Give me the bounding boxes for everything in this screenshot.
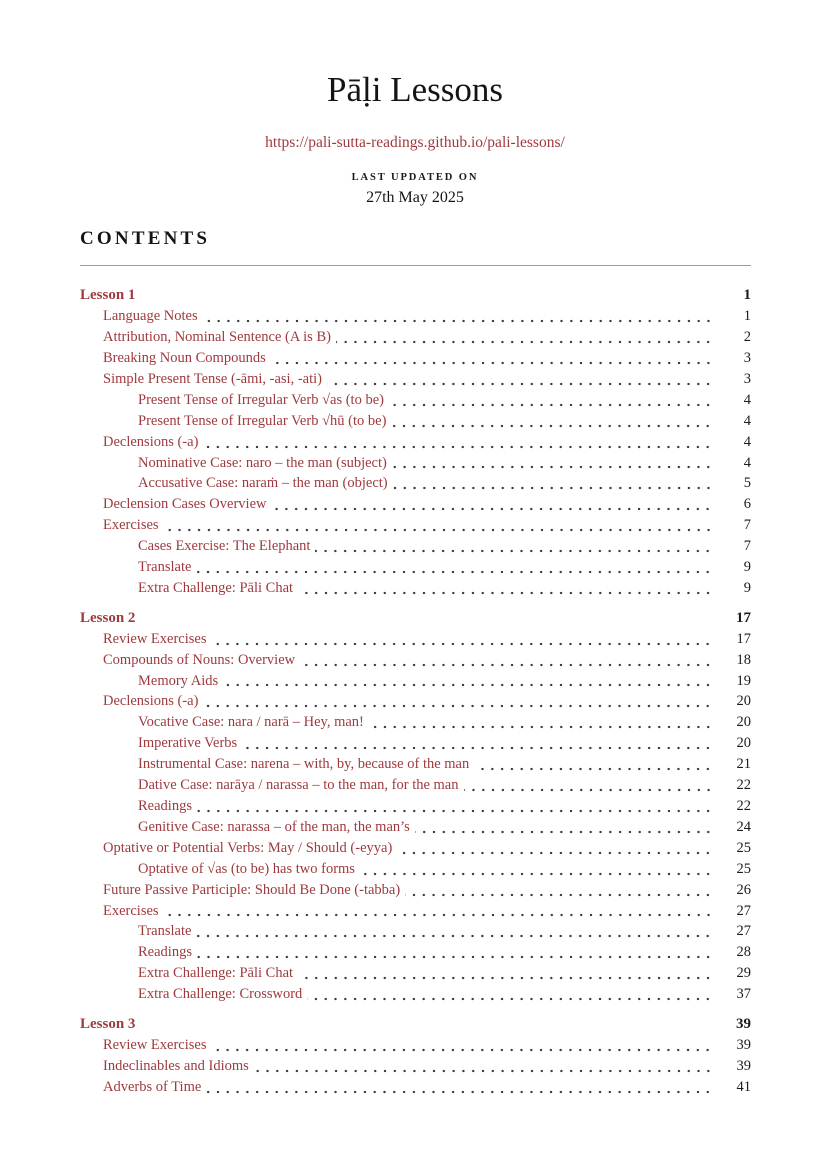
toc-entry-label[interactable]: Translate <box>138 559 192 576</box>
dot-leader <box>298 578 715 599</box>
toc-entry-page[interactable]: 2 <box>743 329 751 346</box>
toc-entry-label[interactable]: Genitive Case: narassa – of the man, the man’s <box>138 818 410 835</box>
toc-entry-label[interactable]: Declension Cases Overview <box>103 496 267 513</box>
dot-leader <box>307 984 715 1005</box>
dot-leader <box>369 712 715 733</box>
toc-entry-label[interactable]: Breaking Noun Compounds <box>103 349 266 366</box>
toc-entry-row <box>80 1077 751 1098</box>
dot-leader <box>474 754 715 775</box>
toc-entry-label[interactable]: Vocative Case: nara / narā – Hey, man! <box>138 714 364 731</box>
dot-leader <box>211 1035 715 1056</box>
toc-entry-label[interactable]: Imperative Verbs <box>138 735 238 752</box>
document-header <box>0 0 830 207</box>
toc-entry-label[interactable]: Future Passive Participle: Should Be Done (-tabba) <box>103 881 401 898</box>
toc-entry-page[interactable]: 3 <box>743 370 751 387</box>
dot-leader <box>315 536 715 557</box>
dot-leader <box>196 557 715 578</box>
page-title: Pāḷi Lessons <box>327 70 503 109</box>
toc-lesson-page[interactable]: 17 <box>736 609 751 626</box>
dot-leader <box>203 432 715 453</box>
dot-leader <box>392 453 715 474</box>
toc-entry-page[interactable]: 4 <box>743 433 751 450</box>
toc-entry-label[interactable]: Nominative Case: naro – the man (subject) <box>138 454 387 471</box>
dot-leader <box>203 306 715 327</box>
toc-entry-row <box>80 494 751 515</box>
toc-entry-label[interactable]: Accusative Case: naraṁ – the man (object) <box>138 475 388 492</box>
toc-entry-page[interactable]: 39 <box>736 1036 751 1053</box>
toc-entry-row <box>80 390 751 411</box>
dot-leader <box>271 348 715 369</box>
toc-entry-label[interactable]: Exercises <box>103 902 159 919</box>
dot-leader <box>254 1056 715 1077</box>
dot-leader <box>360 859 715 880</box>
contents-rule <box>80 265 751 266</box>
toc-entry-row <box>80 1056 751 1077</box>
toc-entry-row <box>80 712 751 733</box>
toc-entry-row <box>80 859 751 880</box>
toc-entry-page[interactable]: 18 <box>736 651 751 668</box>
toc-entry-row <box>80 557 751 578</box>
toc-entry-label[interactable]: Optative or Potential Verbs: May / Should (-eyya) <box>103 839 393 856</box>
site-link[interactable]: https://pali-sutta-readings.github.io/pali-lessons/ <box>265 134 565 152</box>
toc-entry-row <box>80 629 751 650</box>
toc-entry-label[interactable]: Language Notes <box>103 308 198 325</box>
toc-entry-row <box>80 473 751 494</box>
toc-lesson-row <box>80 1014 751 1035</box>
toc-entry-row <box>80 901 751 922</box>
toc-lesson-label[interactable]: Lesson 2 <box>80 609 136 626</box>
dot-leader <box>415 817 715 838</box>
dot-leader <box>242 733 715 754</box>
toc-entry-label[interactable]: Present Tense of Irregular Verb √hū (to be) <box>138 412 387 429</box>
toc-entry-page[interactable]: 28 <box>736 944 751 961</box>
toc-entry-label[interactable]: Cases Exercise: The Elephant <box>138 538 311 555</box>
toc-entry-row <box>80 515 751 536</box>
toc-entry-page[interactable]: 29 <box>736 965 751 982</box>
toc-entry-row <box>80 984 751 1005</box>
toc-entry-label[interactable]: Simple Present Tense (-āmi, -asi, -ati) <box>103 370 322 387</box>
toc-lesson-label[interactable]: Lesson 3 <box>80 1016 136 1033</box>
dot-leader <box>464 775 716 796</box>
toc-entry-page[interactable]: 27 <box>736 923 751 940</box>
toc-entry-label[interactable]: Extra Challenge: Crossword <box>138 986 303 1003</box>
toc-entry-row <box>80 691 751 712</box>
toc-list <box>80 285 751 1097</box>
toc-entry-label[interactable]: Adverbs of Time <box>103 1078 202 1095</box>
toc-entry-page[interactable]: 17 <box>736 630 751 647</box>
toc-entry-page[interactable]: 39 <box>736 1057 751 1074</box>
dot-leader <box>327 369 715 390</box>
toc-entry-page[interactable]: 27 <box>736 902 751 919</box>
toc-entry-row <box>80 942 751 963</box>
dot-leader <box>405 880 715 901</box>
toc-entry-label[interactable]: Exercises <box>103 517 159 534</box>
toc-entry-page[interactable]: 7 <box>743 538 751 555</box>
toc-entry-page[interactable]: 7 <box>743 517 751 534</box>
toc-entry-label[interactable]: Review Exercises <box>103 1036 207 1053</box>
toc-lesson-row <box>80 608 751 629</box>
toc-entry-page[interactable]: 26 <box>736 881 751 898</box>
toc-lesson-page[interactable]: 39 <box>736 1016 751 1033</box>
toc-entry-row <box>80 306 751 327</box>
toc-entry-label[interactable]: Review Exercises <box>103 630 207 647</box>
toc-entry-label[interactable]: Declensions (-a) <box>103 433 199 450</box>
toc-entry-label[interactable]: Readings <box>138 944 192 961</box>
dot-leader <box>211 629 715 650</box>
toc-entry-label[interactable]: Extra Challenge: Pāli Chat <box>138 965 294 982</box>
toc-entry-row <box>80 411 751 432</box>
toc-entry-page[interactable]: 6 <box>743 496 751 513</box>
dot-leader <box>223 671 715 692</box>
dot-leader <box>197 796 715 817</box>
toc-entry-row <box>80 453 751 474</box>
toc-entry-row <box>80 796 751 817</box>
toc-entry-row <box>80 817 751 838</box>
toc-entry-row <box>80 775 751 796</box>
toc-entry-page[interactable]: 22 <box>736 798 751 814</box>
toc-entry-label[interactable]: Memory Aids <box>138 672 219 689</box>
toc-entry-page[interactable]: 19 <box>736 672 751 689</box>
toc-entry-row <box>80 650 751 671</box>
toc-entry-page[interactable]: 25 <box>736 839 751 856</box>
toc-entry-row <box>80 880 751 901</box>
dot-leader <box>336 327 715 348</box>
dot-leader <box>391 411 715 432</box>
toc-entry-row <box>80 348 751 369</box>
dot-leader <box>197 942 715 963</box>
toc-entry-row <box>80 1035 751 1056</box>
toc-entry-row <box>80 327 751 348</box>
toc-entry-row <box>80 733 751 754</box>
dot-leader <box>203 691 715 712</box>
toc-entry-label[interactable]: Translate <box>138 923 192 940</box>
toc-entry-page[interactable]: 5 <box>743 475 751 492</box>
toc-entry-page[interactable]: 4 <box>743 391 751 408</box>
dot-leader <box>206 1077 715 1098</box>
contents-heading: CONTENTS <box>80 228 211 250</box>
toc-entry-row <box>80 369 751 390</box>
toc-entry-page[interactable]: 20 <box>736 693 751 710</box>
dot-leader <box>298 963 715 984</box>
dot-leader <box>196 921 715 942</box>
toc-entry-row <box>80 921 751 942</box>
toc-entry-page[interactable]: 9 <box>743 559 751 576</box>
toc-entry-page[interactable]: 4 <box>743 412 751 429</box>
toc-entry-label[interactable]: Present Tense of Irregular Verb √as (to be) <box>138 391 384 408</box>
dot-leader <box>164 901 715 922</box>
dot-leader <box>271 494 715 515</box>
toc-entry-row <box>80 963 751 984</box>
toc-entry-page[interactable]: 20 <box>736 735 751 752</box>
dot-leader <box>300 650 715 671</box>
toc-entry-label[interactable]: Optative of √as (to be) has two forms <box>138 860 355 877</box>
toc-entry-page[interactable]: 3 <box>743 349 751 366</box>
toc-entry-row <box>80 578 751 599</box>
toc-lesson-row <box>80 285 751 306</box>
toc-entry-page[interactable]: 1 <box>743 308 751 325</box>
toc-entry-row <box>80 432 751 453</box>
dot-leader <box>397 838 715 859</box>
dot-leader <box>393 473 715 494</box>
toc-entry-label[interactable]: Indeclinables and Idioms <box>103 1057 249 1074</box>
toc-entry-page[interactable]: 41 <box>736 1078 751 1095</box>
toc-entry-label[interactable]: Instrumental Case: narena – with, by, because of the man <box>138 756 470 773</box>
toc-entry-label[interactable]: Compounds of Nouns: Overview <box>103 651 296 668</box>
toc-lesson-page[interactable]: 1 <box>743 287 751 304</box>
contents-section <box>80 228 751 1097</box>
toc-entry-page[interactable]: 24 <box>736 818 751 835</box>
toc-entry-label[interactable]: Readings <box>138 798 192 814</box>
toc-entry-page[interactable]: 22 <box>736 777 751 794</box>
toc-entry-label[interactable]: Attribution, Nominal Sentence (A is B) <box>103 329 331 346</box>
last-updated-label: LAST UPDATED ON <box>351 172 479 184</box>
last-updated-date: 27th May 2025 <box>366 189 464 207</box>
toc-entry-page[interactable]: 9 <box>743 579 751 596</box>
toc-entry-page[interactable]: 4 <box>743 454 751 471</box>
toc-entry-row <box>80 838 751 859</box>
dot-leader <box>389 390 715 411</box>
toc-entry-row <box>80 754 751 775</box>
toc-entry-row <box>80 536 751 557</box>
toc-entry-row <box>80 671 751 692</box>
toc-entry-page[interactable]: 37 <box>736 986 751 1003</box>
toc-entry-label[interactable]: Extra Challenge: Pāli Chat <box>138 579 294 596</box>
toc-entry-label[interactable]: Declensions (-a) <box>103 693 199 710</box>
toc-entry-label[interactable]: Dative Case: narāya / narassa – to the man, for the man <box>138 777 459 794</box>
toc-entry-page[interactable]: 21 <box>736 756 751 773</box>
toc-entry-page[interactable]: 20 <box>736 714 751 731</box>
toc-entry-page[interactable]: 25 <box>736 860 751 877</box>
toc-lesson-label[interactable]: Lesson 1 <box>80 287 136 304</box>
dot-leader <box>164 515 715 536</box>
